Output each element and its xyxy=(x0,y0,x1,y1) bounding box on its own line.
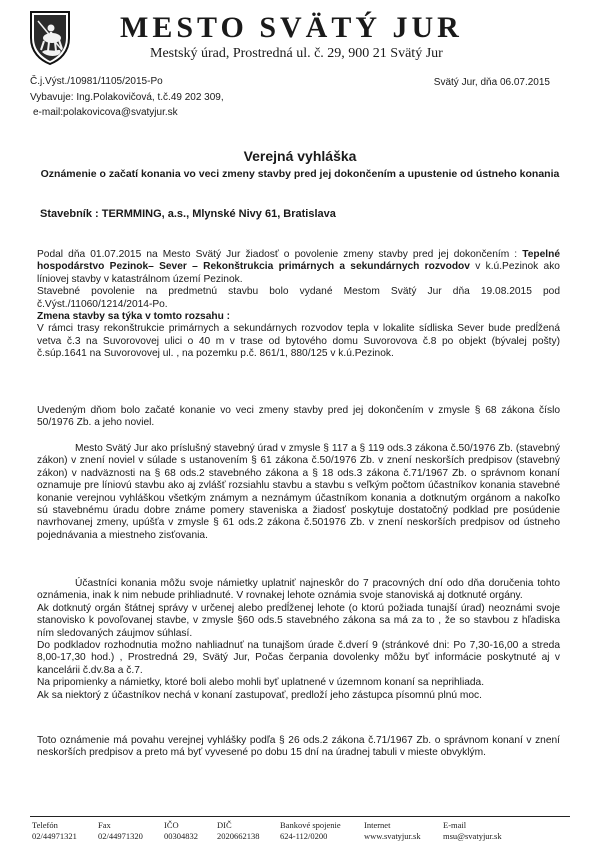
reference-number: Č.j.Výst./10981/1105/2015-Po xyxy=(30,76,163,87)
representation-paragraph: Ak sa niektorý z účastníkov nechá v konaní zastupovať, predloží jeho zástupca písomnú plnú moc. xyxy=(37,689,482,701)
footer-bank: Bankové spojenie 624-112/0200 xyxy=(280,820,341,841)
town-name: MESTO SVÄTÝ JUR xyxy=(120,11,463,44)
footer-email: E-mail msu@svatyjur.sk xyxy=(443,820,502,841)
footer-phone: Telefón 02/44971321 xyxy=(32,820,77,841)
footer-internet: Internet www.svatyjur.sk xyxy=(364,820,421,841)
authority-silence-paragraph: Ak dotknutý orgán štátnej správy v určenej alebo predĺženej lehote (o ktorú požiada tunajší úrad) neoznámi svoje stanovisko k povoľovanej stavbe, v zmysle §60 ods.5 stavebného zákona sa má za to , že so stavbou z hľadiska ním sledovaných záujmov súhlasí. xyxy=(37,602,560,639)
change-description: V rámci trasy rekonštrukcie primárnych a sekundárnych rozvodov tepla v lokalite sídliska Sever bude predĺžená vetva č.3 na Suvorovovej ulici o 40 m v trase od bytového domu Suvorovova č.8 po objekt (bývalej pošty) č.súp.1641 na Suvorovovej ul. , na pozemku p.č. 861/1, 880/125 v k.ú.Pezinok. xyxy=(37,323,560,360)
handler-email: e-mail:polakovicova@svatyjur.sk xyxy=(33,107,178,118)
project-name: Tepelné hospodárstvo Pezinok– Sever – Rekonštrukcia primárnych a sekundárnych rozvodov xyxy=(37,249,560,273)
handler-contact: Vybavuje: Ing.Polakovičová, t.č.49 202 309, xyxy=(30,92,224,103)
date-place: Svätý Jur, dňa 06.07.2015 xyxy=(433,77,550,88)
footer-fax: Fax 02/44971320 xyxy=(98,820,143,841)
document-title: Verejná vyhláška xyxy=(243,148,357,164)
permit-paragraph: Stavebné povolenie na predmetnú stavbu bolo vydané Mestom Svätý Jur dňa 19.08.2015 pod č.Výst./11060/1214/2014-Po. xyxy=(37,286,560,310)
footer-ico: IČO 00304832 xyxy=(164,820,198,841)
procedure-start-paragraph: Uvedeným dňom bolo začaté konanie vo veci zmeny stavby pred jej dokončením v zmysle § 68 zákona číslo 50/1976 Zb. a jeho noviel. xyxy=(37,405,560,429)
authority-paragraph: Mesto Svätý Jur ako príslušný stavebný úrad v zmysle § 117 a § 119 ods.3 zákona č.50/1976 Zb. (stavebný zákon) v znení noviel v súlade s ustanovením § 61 zákona č.50/1976 Zb. v znení neskorších predpisov (stavebný zákon) v nadväznosti na § 68 ods.2 stavebného zákona a § 18 ods.3 zákona č.71/1967 Zb. o správnom konaní oznamuje pre líniovú stavbu ako aj zvlášť rozsiahlu stavbu a stavbu s veľkým počtom účastníkov konania stavebné konanie verejnou vyhláškou všetkým známym a neznámym účastníkom konania a dotknutým orgánom a nakoľko sú stavebnému úradu dobre známe pomery staveniska a žiadosť poskytuje dostatočný podklad pre posúdenie navrhovanej zmeny, upúšťa v zmysle § 61 ods.2 zákona č.501976 Zb. v znení neskorších predpisov od ústneho pojednávania a miestneho zisťovania. xyxy=(37,443,560,541)
office-address: Mestský úrad, Prostredná ul. č. 29, 900 21 Svätý Jur xyxy=(150,46,443,61)
objections-paragraph: Účastníci konania môžu svoje námietky uplatniť najneskôr do 7 pracovných dní odo dňa doručenia tohto oznámenia, inak k nim nebude prihliadnuté. V rovnakej lehote oznámia svoje stanoviská aj dotknuté orgány. xyxy=(37,578,560,602)
coat-of-arms-icon xyxy=(28,8,72,66)
document-subtitle: Oznámenie o začatí konania vo veci zmeny stavby pred jej dokončením a upustenie od ústneho konania xyxy=(40,168,560,180)
application-section xyxy=(37,249,560,361)
builder-line: Stavebník : TERMMING, a.s., Mlynské Nivy 61, Bratislava xyxy=(40,208,336,220)
footer-divider xyxy=(30,816,570,817)
application-paragraph: Podal dňa 01.07.2015 na Mesto Svätý Jur žiadosť o povolenie zmeny stavby pred jej dokončením : Tepelné hospodárstvo Pezinok– Sever – Rekonštrukcia primárnych a sekundárnych rozvodov v k.ú.Pezinok ako líniovej stavby v katastrálnom území Pezinok. xyxy=(37,249,560,285)
change-heading: Zmena stavby sa týka v tomto rozsahu : xyxy=(37,311,231,323)
territorial-objections-paragraph: Na pripomienky a námietky, ktoré boli alebo mohli byť uplatnené v územnom konaní sa neprihliada. xyxy=(37,677,485,689)
footer-dic: DIČ 2020662138 xyxy=(217,820,260,841)
objections-section xyxy=(37,578,560,702)
inspection-paragraph: Do podkladov rozhodnutia možno nahliadnuť na tunajšom úrade č.dverí 9 (stránkové dni: Po 7,30-16,00 a streda 8,00-17,30 hod.) , Prostredná 29, Svätý Jur, Počas čerpania dovolenky môžu byť informácie poskytnuté aj v kancelárii č.dv.8a a č.7. xyxy=(37,640,560,676)
public-notice-paragraph: Toto oznámenie má povahu verejnej vyhlášky podľa § 26 ods.2 zákona č.71/1967 Zb. o správnom konaní v znení neskorších predpisov a preto má byť vyvesené po dobu 15 dní na úradnej tabuli v mieste obvyklým. xyxy=(37,735,560,759)
